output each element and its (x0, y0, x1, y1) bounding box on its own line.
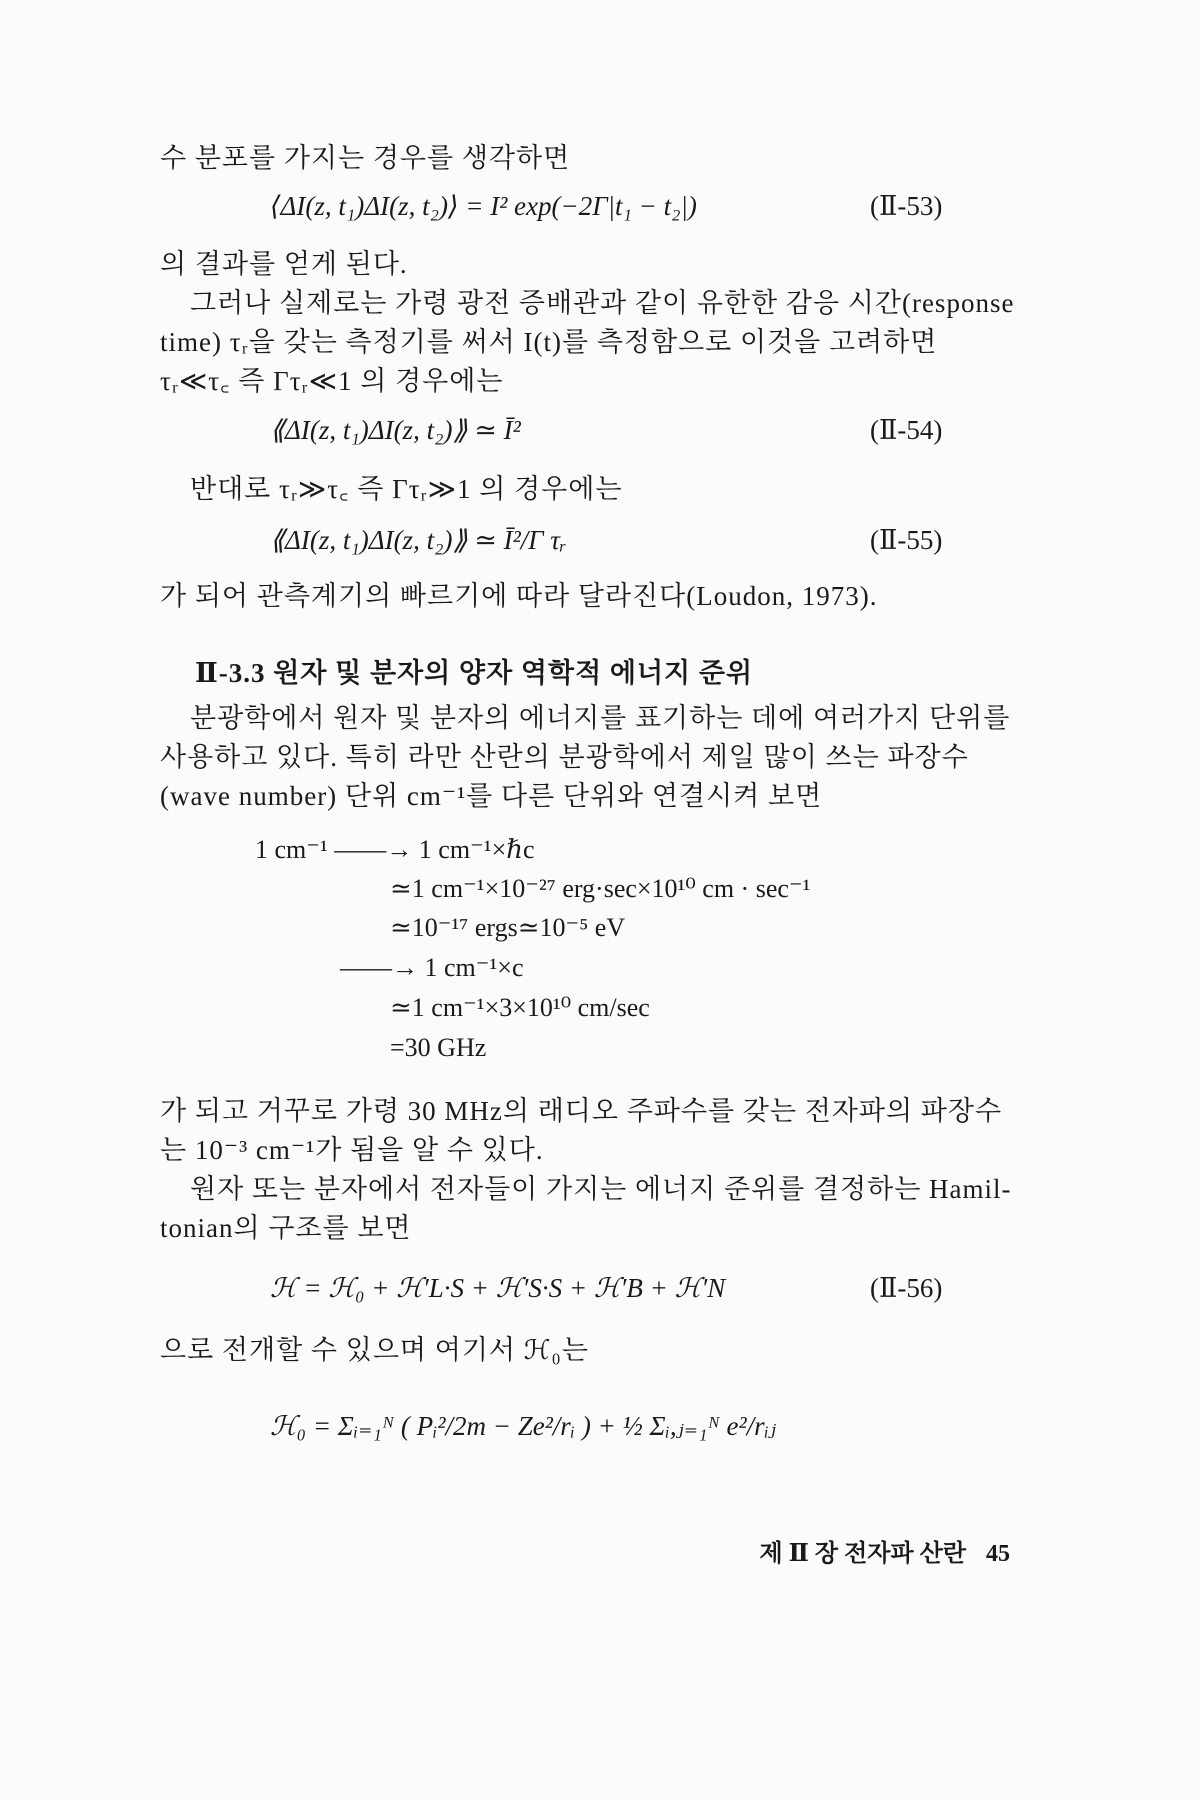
unit-conversion-4: ——→ 1 cm⁻¹×c (340, 953, 524, 982)
equation-54: ⟪ΔI(z, t₁)ΔI(z, t₂)⟫ ≃ Ī² (270, 415, 521, 445)
equation-55: ⟪ΔI(z, t₁)ΔI(z, t₂)⟫ ≃ Ī²/Γ τᵣ (270, 525, 567, 555)
unit-conversion-3: ≃10⁻¹⁷ ergs≃10⁻⁵ eV (390, 913, 626, 942)
section-heading: Ⅱ-3.3 원자 및 분자의 양자 역학적 에너지 준위 (195, 658, 754, 688)
equation-55-number: (Ⅱ-55) (870, 525, 943, 555)
equation-57: ℋ₀ = Σᵢ₌₁ᴺ ( Pᵢ²/2m − Ze²/rᵢ ) + ½ Σᵢ,ⱼ₌₁ᴺ e²/rᵢⱼ (270, 1411, 777, 1441)
text-line-12: 는 10⁻³ cm⁻¹가 됨을 알 수 있다. (160, 1135, 544, 1165)
text-line-6: 반대로 τᵣ≫τ꜀ 즉 Γτᵣ≫1 의 경우에는 (190, 474, 623, 504)
text-line-7: 가 되어 관측계기의 빠르기에 따라 달라진다(Loudon, 1973). (160, 581, 878, 611)
unit-conversion-2: ≃1 cm⁻¹×10⁻²⁷ erg·sec×10¹⁰ cm · sec⁻¹ (390, 874, 811, 903)
unit-conversion-1: 1 cm⁻¹ ——→ 1 cm⁻¹×ℏc (255, 835, 535, 864)
text-line-13: 원자 또는 분자에서 전자들이 가지는 에너지 준위를 결정하는 Hamil- (190, 1174, 1012, 1204)
text-line-1: 수 분포를 가지는 경우를 생각하면 (160, 143, 571, 173)
equation-54-number: (Ⅱ-54) (870, 415, 943, 445)
text-line-3: 그러나 실제로는 가령 광전 증배관과 같이 유한한 감응 시간(response (190, 288, 1015, 318)
unit-conversion-5: ≃1 cm⁻¹×3×10¹⁰ cm/sec (390, 993, 650, 1022)
equation-53: ⟨ΔI(z, t₁)ΔI(z, t₂)⟩ = I² exp(−2Γ|t₁ − t₂|) (270, 191, 697, 221)
text-line-4: time) τᵣ을 갖는 측정기를 써서 I(t)를 측정함으로 이것을 고려하면 (160, 327, 938, 357)
equation-56: ℋ = ℋ₀ + ℋ′L·S + ℋ′S·S + ℋ′B + ℋ′N (270, 1273, 726, 1303)
chapter-title: 제 Ⅱ 장 전자파 산란 (759, 1541, 966, 1567)
text-line-10: (wave number) 단위 cm⁻¹를 다른 단위와 연결시켜 보면 (160, 781, 823, 811)
page-footer (759, 1538, 1010, 1570)
text-line-11: 가 되고 거꾸로 가령 30 MHz의 래디오 주파수를 갖는 전자파의 파장수 (160, 1096, 1003, 1126)
text-line-2: 의 결과를 얻게 된다. (160, 249, 408, 279)
equation-53-number: (Ⅱ-53) (870, 191, 943, 221)
equation-56-number: (Ⅱ-56) (870, 1273, 943, 1303)
text-line-14: tonian의 구조를 보면 (160, 1213, 412, 1243)
unit-conversion-6: =30 GHz (390, 1033, 487, 1062)
text-line-5: τᵣ≪τ꜀ 즉 Γτᵣ≪1 의 경우에는 (160, 366, 504, 396)
text-line-15: 으로 전개할 수 있으며 여기서 ℋ₀는 (160, 1335, 589, 1365)
text-line-8: 분광학에서 원자 및 분자의 에너지를 표기하는 데에 여러가지 단위를 (190, 703, 1011, 733)
text-line-9: 사용하고 있다. 특히 라만 산란의 분광학에서 제일 많이 쓰는 파장수 (160, 742, 969, 772)
page-number: 45 (986, 1541, 1010, 1567)
